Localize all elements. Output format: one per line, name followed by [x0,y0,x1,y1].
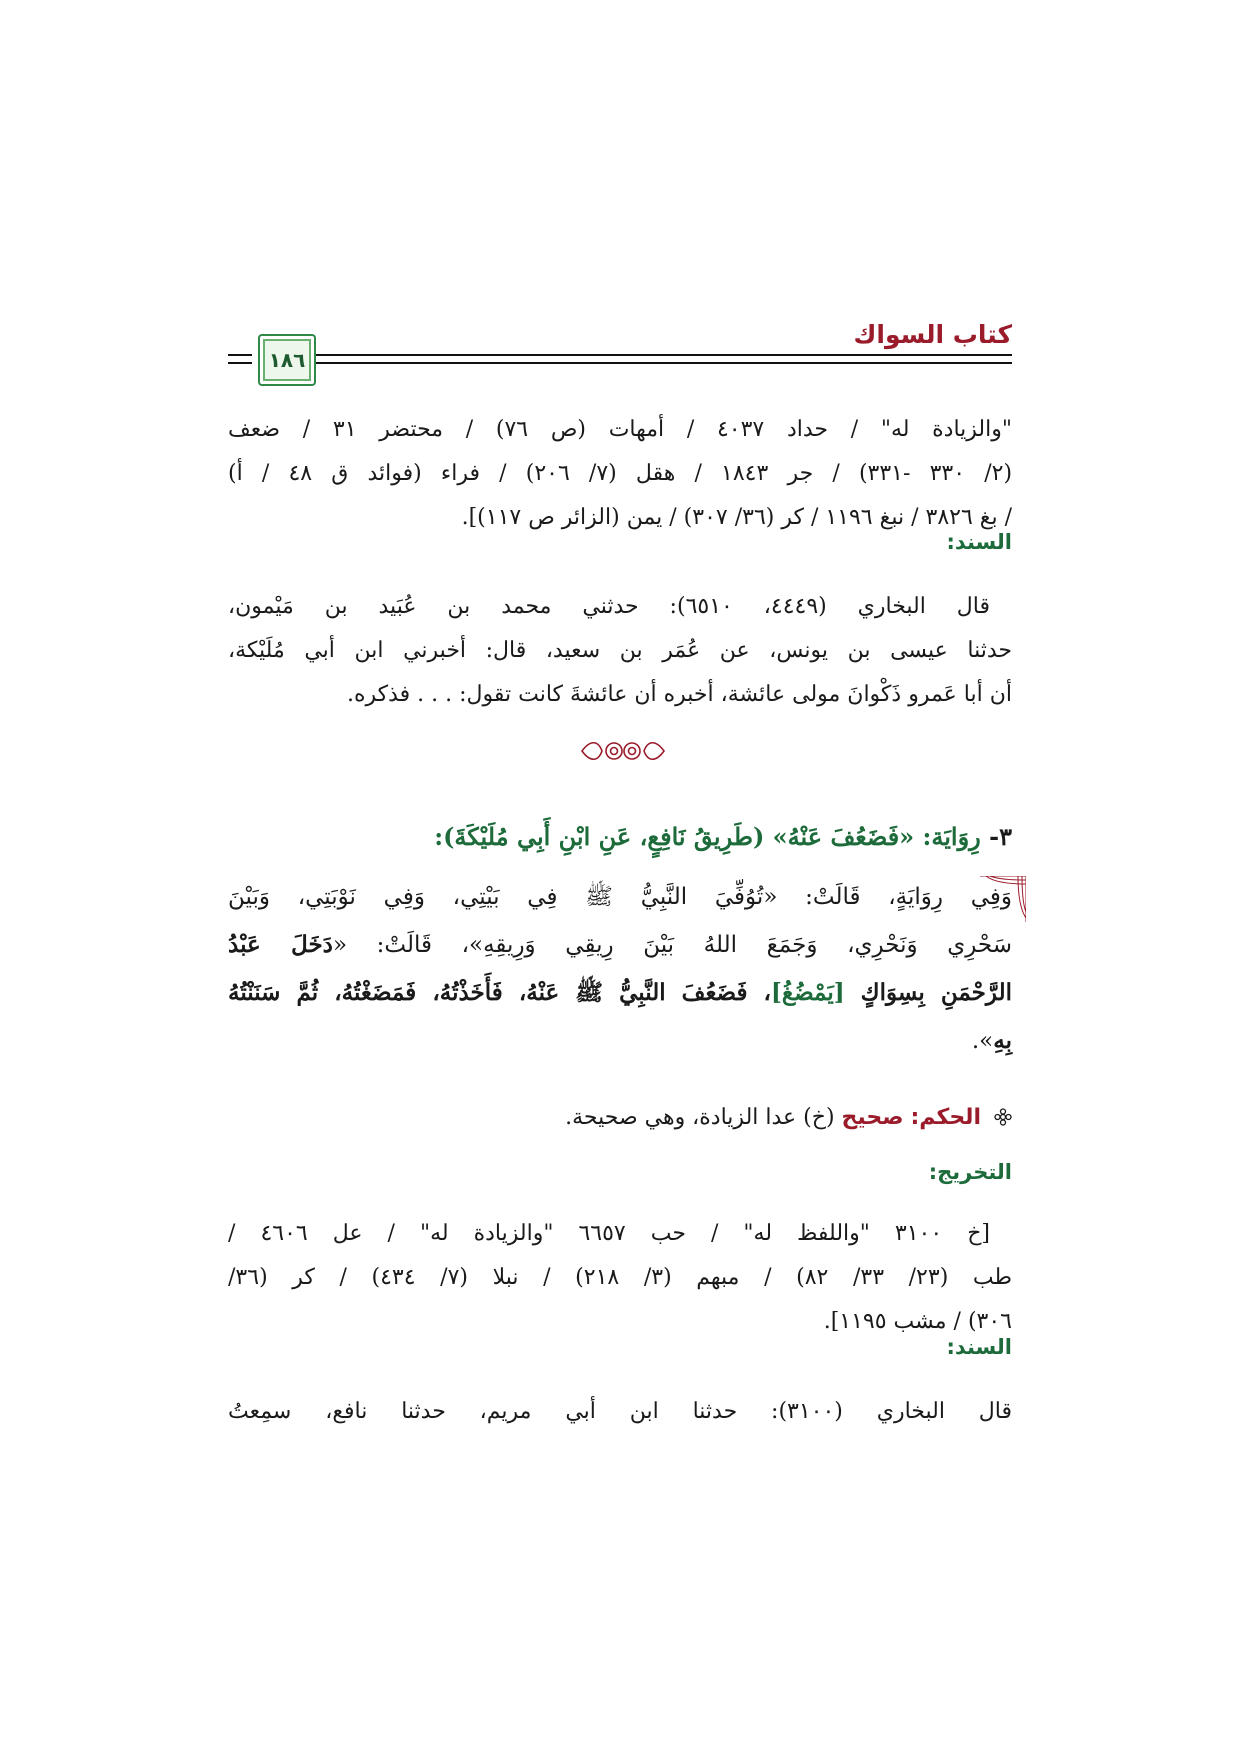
hadith-line [228,921,1012,969]
text-line: قال البخاري (٤٤٤٩، ٦٥١٠): حدثني محمد بن عُبَيد بن مَيْمون، [228,594,990,619]
ruling-grade: صحيح [841,1105,904,1130]
header-rule-bottom [312,362,1012,364]
text-line: [خ ٣١٠٠ "واللفظ له" / حب ٦٦٥٧ "والزيادة له" / عل ٤٦٠٦ / [228,1221,990,1246]
header-rule-left-bottom [228,362,252,364]
text-line: / بغ ٣٨٢٦ / نبغ ١١٩٦ / كر (٣٦/ ٣٠٧) / يمن (الزائر ص ١١٧)]. [461,505,1012,530]
book-page [228,0,1012,1754]
sanad-paragraph [228,585,1012,717]
hadith-text: سَحْرِي وَنَحْرِي، وَجَمَعَ اللهُ بَيْنَ رِيقِي وَرِيقِهِ»، قَالَتْ: « [332,932,1012,958]
text-line: ٣٠٦) / مشب ١١٩٥]. [823,1309,1012,1334]
text-line: حدثنا عيسى بن يونس، عن عُمَر بن سعيد، قال: أخبرني ابن أبي مُلَيْكة، [228,638,1012,663]
hadith-bold-text: الرَّحْمَنِ بِسِوَاكٍ [844,979,1012,1006]
page-header [228,312,1012,392]
page-number: ١٨٦ [268,348,306,372]
sanad-paragraph [228,1390,1012,1434]
takhrij-continuation [228,408,1012,540]
header-rule-top [312,354,1012,356]
text-line: قال البخاري (٣١٠٠): حدثنا ابن أبي مريم، حدثنا نافع، سمِعتُ [228,1399,1012,1424]
header-rule-left-top [228,354,252,356]
section-title [434,822,1012,851]
takhrij-paragraph [228,1212,1012,1344]
text-line: أن أبا عَمرو ذَكْوانَ مولى عائشة، أخبره أن عائشةَ كانت تقول: . . . فذكره. [346,682,1012,707]
hadith-line: وَفِي رِوَايَةٍ، قَالَتْ: «تُوُفِّيَ النَّبِيُّ ﷺ فِي بَيْتِي، وَفِي نَوْبَتِي، وَبَيْنَ [228,884,1012,910]
hadith-bold-text: بِهِ [993,1027,1012,1054]
hadith-line [228,1017,1012,1065]
section-title-text: رِوَايَة: «فَضَعُفَ عَنْهُ» (طَرِيقُ نَافِعٍ، عَنِ ابْنِ أَبِي مُلَيْكَةَ): [434,822,981,851]
ruling-row [565,1105,1012,1130]
hadith-bold-text: دَخَلَ عَبْدُ [228,931,333,958]
text-line: "والزيادة له" / حداد ٤٠٣٧ / أمهات (ص ٧٦) / محتضر ٣١ / ضعف [228,417,1012,442]
book-title: كتاب السواك [853,320,1012,349]
text-line: طب (٢٣/ ٣٣/ ٨٢) / مبهم (٣/ ٢١٨) / نبلا (٧/ ٤٣٤) / كر (٣٦/ [228,1265,1012,1290]
section-number: ٣- [989,822,1012,851]
hadith-line [228,969,1012,1017]
ornament-divider-icon [578,736,668,766]
sanad-heading: السند: [946,530,1012,554]
ruling-label: الحكم: [910,1105,981,1130]
hadith-text: ». [971,1028,994,1054]
sanad-heading: السند: [946,1335,1012,1359]
flower-icon [994,1108,1012,1126]
hadith-paragraph [228,873,1012,1065]
ruling-detail: (خ) عدا الزيادة، وهي صحيحة. [565,1105,835,1130]
hadith-bold-text: ، فَضَعُفَ النَّبِيُّ ﷺ عَنْهُ، فَأَخَذْتُهُ، فَمَضَغْتُهُ، ثُمَّ سَنَنْتُهُ [228,979,771,1006]
takhrij-heading: التخريج: [928,1160,1012,1184]
text-line: (٢/ ٣٣٠ -٣٣١) / جر ١٨٤٣ / هقل (٧/ ٢٠٦) / فراء (فوائد ق ٤٨ / أ) [228,461,1013,486]
page-number-frame [258,334,316,386]
hadith-addition: [يَمْضُغُ] [770,979,845,1006]
